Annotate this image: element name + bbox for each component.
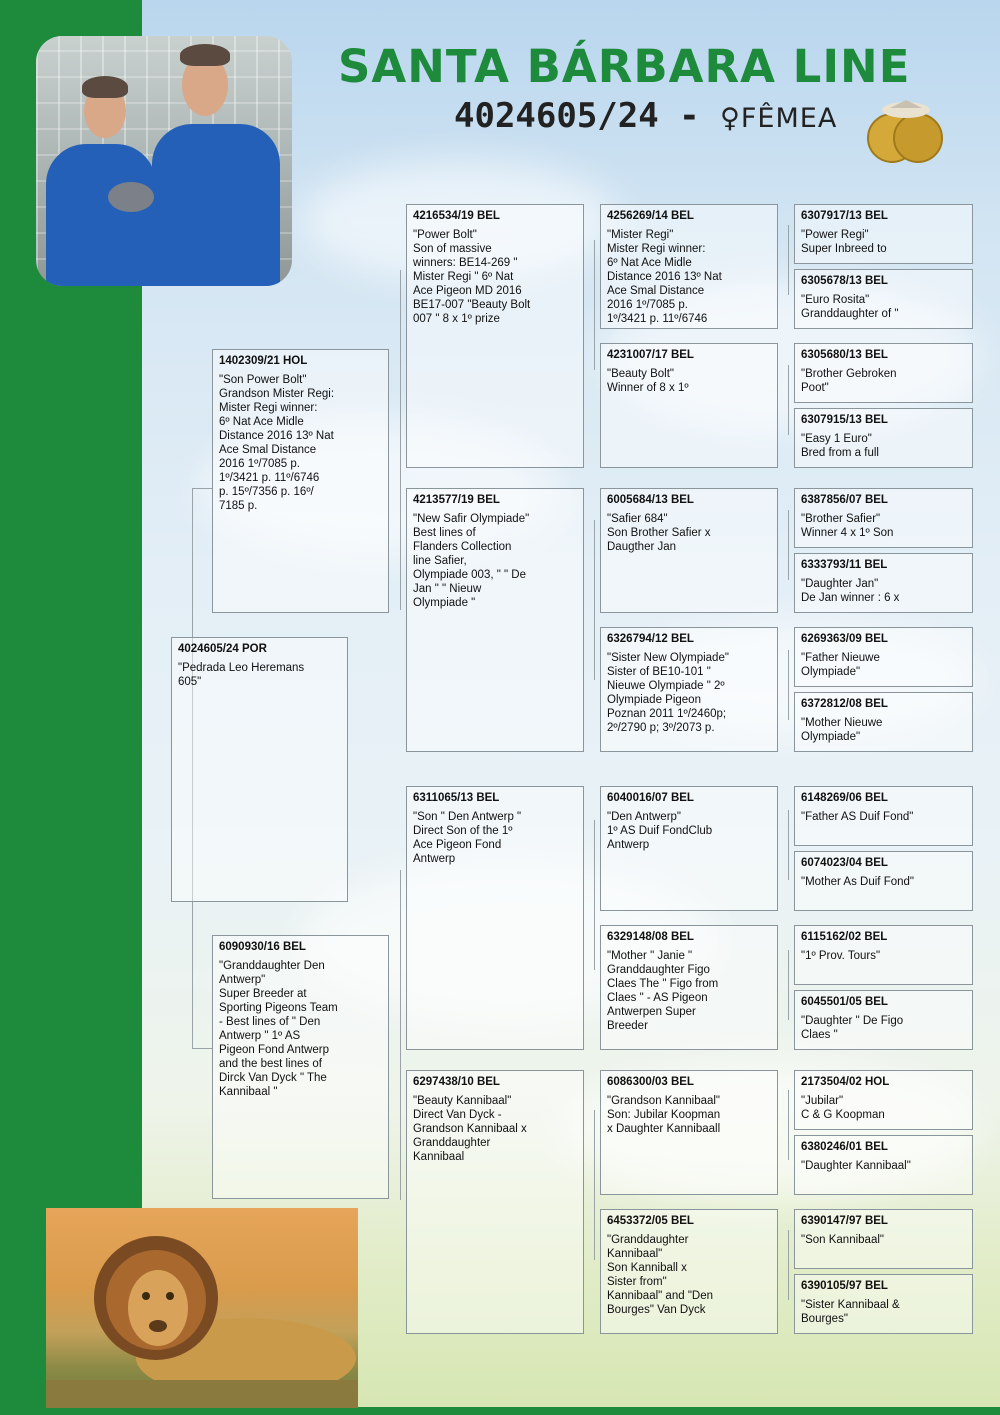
pigeon-description: "Daughter Jan" De Jan winner : 6 x: [801, 578, 900, 604]
pigeon-description: "Granddaughter Kannibaal" Son Kanniball x Sister from" Kannibaal" and "Den Bourges" Van Dyck: [607, 1234, 713, 1316]
pigeon-description: "Mother " Janie " Granddaughter Figo Claes The " Figo from Claes " - AS Pigeon Antwerpen Super Breeder: [607, 950, 719, 1032]
pedigree-gen3-box: [600, 488, 778, 613]
ring-id: 4024605/24 POR: [178, 643, 267, 655]
ring-id: 6329148/08 BEL: [607, 931, 694, 943]
pigeon-description: "Granddaughter Den Antwerp" Super Breeder at Sporting Pigeons Team - Best lines of " Den Antwerp " 1º AS Pigeon Fond Antwerp and the best lines of Dirck Van Dyck " The Kannibaal ": [219, 960, 338, 1098]
pigeon-description: "Mother As Duif Fond": [801, 876, 914, 888]
pedigree-gen4-box: [794, 204, 973, 264]
ring-id: 6269363/09 BEL: [801, 633, 888, 645]
ring-id: 6387856/07 BEL: [801, 494, 888, 506]
green-bottom-strip: [0, 1407, 1000, 1415]
pigeon-description: "Father AS Duif Fond": [801, 811, 914, 823]
ring-number-header: [454, 96, 837, 136]
ring-id: 6333793/11 BEL: [801, 559, 888, 571]
pedigree-gen2-box: [406, 488, 584, 752]
ring-id: 6372812/08 BEL: [801, 698, 888, 710]
pigeon-description: "Sister Kannibaal & Bourges": [801, 1299, 900, 1325]
pigeon-description: "Safier 684" Son Brother Safier x Daugther Jan: [607, 513, 711, 553]
pedigree-gen3-box: [600, 627, 778, 752]
ring-id: 6086300/03 BEL: [607, 1076, 694, 1088]
ring-id: 4256269/14 BEL: [607, 210, 694, 222]
ring-id: 6326794/12 BEL: [607, 633, 694, 645]
sex-label: FÊMEA: [740, 103, 838, 134]
ring-id: 6305680/13 BEL: [801, 349, 888, 361]
pigeon-description: "Beauty Kannibaal" Direct Van Dyck - Grandson Kannibaal x Granddaughter Kannibaal: [413, 1095, 527, 1163]
pigeon-description: "Mother Nieuwe Olympiade": [801, 717, 883, 743]
ring-id: 6390105/97 BEL: [801, 1280, 888, 1292]
pedigree-sire: [212, 349, 389, 613]
pedigree-gen4-box: [794, 627, 973, 687]
pedigree-dam: [212, 935, 389, 1199]
pigeon-description: "Sister New Olympiade" Sister of BE10-101 " Nieuwe Olympiade " 2º Olympiade Pigeon Poznan 2011 1º/2460p; 2º/2790 p; 3º/2073 p.: [607, 652, 729, 734]
pigeon-description: "Mister Regi" Mister Regi winner: 6º Nat Ace Midle Distance 2016 13º Nat Ace Smal Distance 2016 1º/7085 p. 1º/3421 p. 11º/6746: [607, 229, 722, 325]
pigeon-description: "Beauty Bolt" Winner of 8 x 1º: [607, 368, 689, 394]
pigeon-description: "Son " Den Antwerp " Direct Son of the 1º Ace Pigeon Fond Antwerp: [413, 811, 522, 865]
ct-logo: [860, 96, 952, 168]
pedigree-gen2-box: [406, 204, 584, 468]
pedigree-gen4-box: [794, 269, 973, 329]
ring-id: 6380246/01 BEL: [801, 1141, 888, 1153]
page-title: SANTA BÁRBARA LINE: [338, 40, 911, 93]
pigeon-description: "Father Nieuwe Olympiade": [801, 652, 880, 678]
pedigree-gen3-box: [600, 1209, 778, 1334]
pedigree-gen2-box: [406, 786, 584, 1050]
pedigree-gen4-box: [794, 1209, 973, 1269]
lion-photo: [46, 1208, 358, 1408]
pedigree-gen4-box: [794, 692, 973, 752]
pedigree-gen3-box: [600, 925, 778, 1050]
pigeon-description: "Jubilar" C & G Koopman: [801, 1095, 885, 1121]
pigeon-description: "1º Prov. Tours": [801, 950, 881, 962]
ring-id: 6115162/02 BEL: [801, 931, 888, 943]
pigeon-description: "Pedrada Leo Heremans 605": [178, 662, 305, 688]
pedigree-gen4-box: [794, 553, 973, 613]
ring-id: 4213577/19 BEL: [413, 494, 500, 506]
ring-number: 4024605/24 -: [454, 96, 700, 136]
pigeon-description: "Grandson Kannibaal" Son: Jubilar Koopman x Daughter Kannibaall: [607, 1095, 721, 1135]
pedigree-gen3-box: [600, 343, 778, 468]
pigeon-description: "Daughter " De Figo Claes ": [801, 1015, 904, 1041]
ring-id: 4231007/17 BEL: [607, 349, 694, 361]
pedigree-gen3-box: [600, 786, 778, 911]
pedigree-gen4-box: [794, 990, 973, 1050]
pedigree-gen4-box: [794, 1070, 973, 1130]
pedigree-gen4-box: [794, 786, 973, 846]
ring-id: 6005684/13 BEL: [607, 494, 694, 506]
pigeon-description: "Daughter Kannibaal": [801, 1160, 911, 1172]
ring-id: 6090930/16 BEL: [219, 941, 306, 953]
pedigree-gen3-box: [600, 204, 778, 329]
ring-id: 6453372/05 BEL: [607, 1215, 694, 1227]
ring-id: 4216534/19 BEL: [413, 210, 500, 222]
ring-id: 6074023/04 BEL: [801, 857, 888, 869]
pedigree-gen4-box: [794, 1274, 973, 1334]
breeders-photo: [36, 36, 292, 286]
pedigree-gen4-box: [794, 408, 973, 468]
pigeon-description: "Son Kannibaal": [801, 1234, 884, 1246]
pedigree-gen2-box: [406, 1070, 584, 1334]
pedigree-gen4-box: [794, 925, 973, 985]
female-icon: ♀: [720, 103, 741, 134]
pigeon-description: "Easy 1 Euro" Bred from a full: [801, 433, 879, 459]
ring-id: 6311065/13 BEL: [413, 792, 500, 804]
pedigree-gen4-box: [794, 343, 973, 403]
ring-id: 2173504/02 HOL: [801, 1076, 890, 1088]
ring-id: 1402309/21 HOL: [219, 355, 308, 367]
pedigree-gen4-box: [794, 851, 973, 911]
ring-id: 6297438/10 BEL: [413, 1076, 500, 1088]
pigeon-description: "Power Regi" Super Inbreed to: [801, 229, 887, 255]
pigeon-description: "Den Antwerp" 1º AS Duif FondClub Antwerp: [607, 811, 713, 851]
ring-id: 6148269/06 BEL: [801, 792, 888, 804]
pigeon-description: "Son Power Bolt" Grandson Mister Regi: Mister Regi winner: 6º Nat Ace Midle Distance 2016 13º Nat Ace Smal Distance 2016 1º/7085 p. 1º/3421 p. 11º/6746 p. 15º/7356 p. 16º/ 7185 p.: [219, 374, 335, 512]
pedigree-gen4-box: [794, 488, 973, 548]
pigeon-description: "Power Bolt" Son of massive winners: BE14-269 " Mister Regi " 6º Nat Ace Pigeon MD 2016 BE17-007 "Beauty Bolt 007 " 8 x 1º prize: [413, 229, 531, 325]
pedigree-subject: [171, 637, 348, 902]
pigeon: [108, 182, 154, 212]
ring-id: 6307915/13 BEL: [801, 414, 888, 426]
ring-id: 6305678/13 BEL: [801, 275, 888, 287]
pedigree-gen4-box: [794, 1135, 973, 1195]
pigeon-description: "New Safir Olympiade" Best lines of Flanders Collection line Safier, Olympiade 003, " " De Jan " " Nieuw Olympiade ": [413, 513, 530, 609]
ring-id: 6040016/07 BEL: [607, 792, 694, 804]
ring-id: 6307917/13 BEL: [801, 210, 888, 222]
pigeon-description: "Brother Gebroken Poot": [801, 368, 897, 394]
pigeon-description: "Brother Safier" Winner 4 x 1º Son: [801, 513, 894, 539]
ring-id: 6045501/05 BEL: [801, 996, 888, 1008]
pigeon-description: "Euro Rosita" Granddaughter of ": [801, 294, 899, 320]
pedigree-gen3-box: [600, 1070, 778, 1195]
ring-id: 6390147/97 BEL: [801, 1215, 888, 1227]
